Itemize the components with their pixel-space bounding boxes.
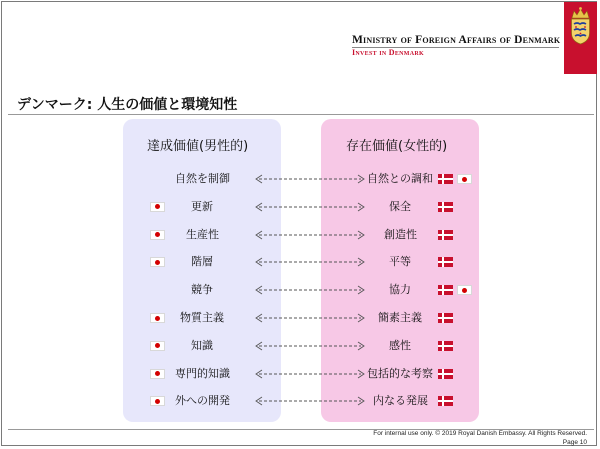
being-value-label: 感性 <box>389 338 411 352</box>
being-value-label: 保全 <box>389 199 411 213</box>
being-values-heading: 存在価値(女性的) <box>346 139 448 154</box>
achievement-value-label: 専門的知識 <box>175 366 230 380</box>
double-arrow-icon <box>255 312 365 324</box>
being-value-label: 平等 <box>389 255 411 269</box>
page-title: デンマーク: 人生の価値と環境知性 <box>17 97 238 113</box>
value-pair-row <box>0 365 600 383</box>
being-value-label: 内なる発展 <box>373 394 428 408</box>
japan-flag-icon <box>150 230 165 240</box>
achievement-value-label: 競争 <box>191 283 213 297</box>
japan-flag-icon <box>457 285 472 295</box>
being-value-label: 簡素主義 <box>378 311 422 324</box>
double-arrow-icon <box>255 173 365 185</box>
achievement-value-label: 知識 <box>191 338 213 352</box>
denmark-flag-icon <box>438 369 453 379</box>
double-arrow-icon <box>255 284 365 296</box>
value-pair-row <box>0 309 600 327</box>
value-pair-row <box>0 281 600 299</box>
denmark-flag-icon <box>438 313 453 323</box>
denmark-flag-icon <box>438 202 453 212</box>
denmark-flag-icon <box>438 396 453 406</box>
denmark-flag-icon <box>438 257 453 267</box>
japan-flag-icon <box>150 313 165 323</box>
japan-flag-icon <box>150 369 165 379</box>
denmark-flag-icon <box>438 174 453 184</box>
being-value-label: 協力 <box>389 283 411 297</box>
invest-in-denmark-label: Invest in Denmark <box>352 48 424 57</box>
title-divider <box>8 114 594 115</box>
value-pair-row <box>0 226 600 244</box>
double-arrow-icon <box>255 229 365 241</box>
value-pair-row <box>0 198 600 216</box>
achievement-value-label: 物質主義 <box>180 311 224 324</box>
copyright-notice: For internal use only. © 2019 Royal Danish Embassy. All Rights Reserved. <box>373 430 587 437</box>
value-pair-row <box>0 392 600 410</box>
being-value-label: 自然との調和 <box>367 172 433 185</box>
double-arrow-icon <box>255 340 365 352</box>
achievement-value-label: 更新 <box>191 199 213 213</box>
value-pair-row <box>0 253 600 271</box>
danish-coat-of-arms-icon <box>568 6 593 46</box>
value-pair-row <box>0 337 600 355</box>
being-value-label: 包括的な考察 <box>367 366 433 380</box>
achievement-value-label: 生産性 <box>186 227 219 241</box>
denmark-flag-icon <box>438 341 453 351</box>
double-arrow-icon <box>255 256 365 268</box>
achievement-value-label: 自然を制御 <box>175 172 230 185</box>
japan-flag-icon <box>150 257 165 267</box>
double-arrow-icon <box>255 395 365 407</box>
japan-flag-icon <box>457 174 472 184</box>
double-arrow-icon <box>255 368 365 380</box>
japan-flag-icon <box>150 341 165 351</box>
achievement-value-label: 階層 <box>191 255 213 269</box>
being-value-label: 創造性 <box>384 227 417 241</box>
denmark-flag-icon <box>438 230 453 240</box>
achievement-values-heading: 達成価値(男性的) <box>147 139 249 154</box>
double-arrow-icon <box>255 201 365 213</box>
denmark-flag-icon <box>438 285 453 295</box>
ministry-name: Ministry of Foreign Affairs of Denmark <box>352 34 561 46</box>
page-number: Page 10 <box>562 439 587 446</box>
achievement-value-label: 外への開発 <box>175 394 230 408</box>
value-pair-row <box>0 170 600 188</box>
japan-flag-icon <box>150 202 165 212</box>
japan-flag-icon <box>150 396 165 406</box>
